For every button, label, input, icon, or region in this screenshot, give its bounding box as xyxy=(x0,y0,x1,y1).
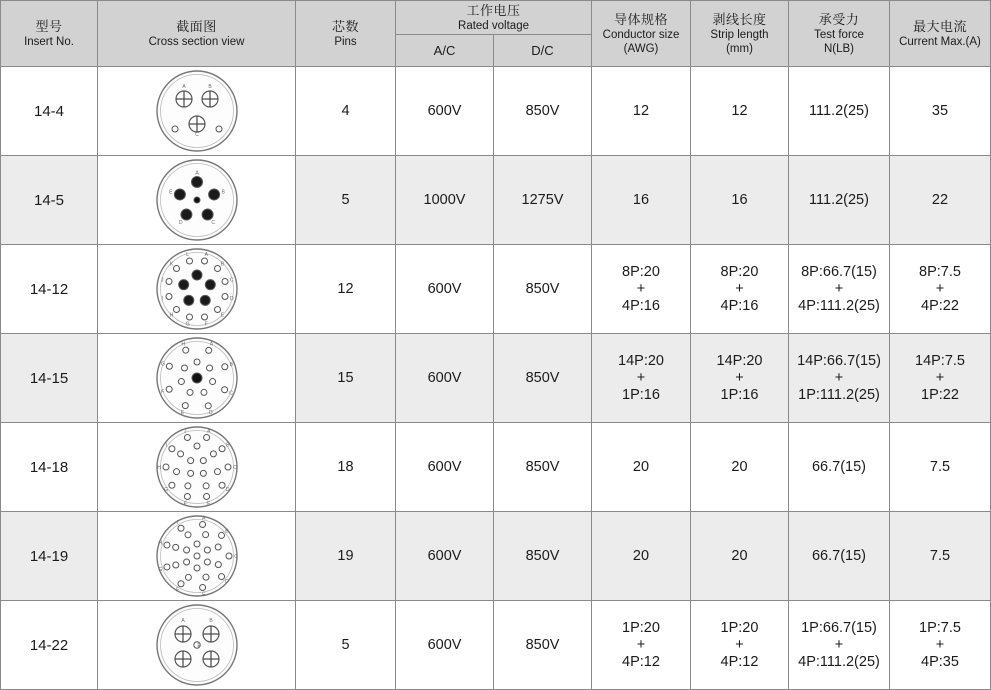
cell-test-force xyxy=(789,245,890,334)
cell-model: 14-12 xyxy=(1,245,98,334)
value-line: 20 xyxy=(731,547,748,564)
cross-section-diagram-big4 xyxy=(153,67,241,155)
cell-conductor-size xyxy=(592,512,691,601)
cell-model: 14-22 xyxy=(1,601,98,690)
cell-conductor-size xyxy=(592,334,691,423)
cell-conductor-size xyxy=(592,423,691,512)
cell-pins: 19 xyxy=(296,512,396,601)
table-row xyxy=(1,245,991,334)
value-line: 20 xyxy=(632,547,650,564)
svg-text:C: C xyxy=(194,132,199,138)
value-line: 8P:20 xyxy=(720,263,759,280)
value-line: 4P:16 xyxy=(622,297,660,314)
table-row xyxy=(1,512,991,601)
cell-strip-length xyxy=(691,601,789,690)
cell-current-max xyxy=(890,334,991,423)
value-line: + xyxy=(735,636,744,653)
cell-current-max xyxy=(890,67,991,156)
header-model: 型号 Insert No. xyxy=(1,1,98,67)
cell-dc-voltage: 850V xyxy=(494,67,592,156)
cell-current-max xyxy=(890,512,991,601)
value-line: + xyxy=(636,369,646,386)
svg-text:H: H xyxy=(156,464,161,471)
value-line: 4P:16 xyxy=(720,297,759,314)
value-line: 1P:7.5 xyxy=(919,619,961,636)
svg-text:A: A xyxy=(181,84,186,90)
value-line: 14P:20 xyxy=(618,352,664,369)
svg-text:A: A xyxy=(194,170,199,177)
cell-conductor-size xyxy=(592,67,691,156)
cell-ac-voltage: 600V xyxy=(396,423,494,512)
value-line: 20 xyxy=(731,458,748,475)
cell-model: 14-18 xyxy=(1,423,98,512)
svg-text:I: I xyxy=(176,520,178,527)
svg-text:E: E xyxy=(168,189,173,196)
svg-text:E: E xyxy=(180,409,184,416)
svg-text:H: H xyxy=(169,312,173,319)
svg-text:A: A xyxy=(180,618,185,624)
value-line: 1P:22 xyxy=(921,386,959,403)
svg-text:G: G xyxy=(160,361,165,368)
value-line: 14P:66.7(15) xyxy=(797,352,881,369)
cell-current-max xyxy=(890,156,991,245)
cell-ac-voltage: 600V xyxy=(396,601,494,690)
value-line: 14P:7.5 xyxy=(915,352,965,369)
svg-text:B: B xyxy=(224,528,229,535)
value-line: 7.5 xyxy=(929,458,951,475)
table-row xyxy=(1,67,991,156)
value-line: 1P:16 xyxy=(622,386,660,403)
value-line: + xyxy=(935,636,945,653)
svg-text:B: B xyxy=(220,261,224,268)
cell-strip-length xyxy=(691,245,789,334)
cell-ac-voltage: 600V xyxy=(396,245,494,334)
svg-text:B: B xyxy=(208,618,213,624)
value-line: 8P:7.5 xyxy=(919,263,961,280)
svg-text:B: B xyxy=(225,442,229,449)
svg-text:G: G xyxy=(163,487,168,494)
svg-text:E: E xyxy=(220,312,224,319)
table-header xyxy=(1,1,991,67)
cell-test-force xyxy=(789,67,890,156)
cell-strip-length xyxy=(691,156,789,245)
svg-text:G: G xyxy=(157,567,162,574)
cross-section-diagram-small18 xyxy=(153,423,241,511)
cell-dc-voltage: 850V xyxy=(494,334,592,423)
cell-pins: 12 xyxy=(296,245,396,334)
svg-text:I: I xyxy=(161,296,163,303)
cell-dc-voltage: 850V xyxy=(494,601,592,690)
cross-section-diagram-small19 xyxy=(153,512,241,600)
value-line: 4P:22 xyxy=(921,297,959,314)
value-line: 111.2(25) xyxy=(809,102,869,119)
svg-text:F: F xyxy=(175,587,179,594)
cell-pins: 5 xyxy=(296,156,396,245)
header-cross-section: 截面图 Cross section view xyxy=(98,1,296,67)
svg-text:E: E xyxy=(196,643,201,649)
svg-text:G: G xyxy=(185,321,190,328)
value-line: 66.7(15) xyxy=(811,458,866,475)
table-row xyxy=(1,423,991,512)
value-line: 4P:12 xyxy=(720,653,759,670)
header-dc: D/C xyxy=(494,35,592,67)
value-line: 16 xyxy=(632,191,650,208)
cell-current-max xyxy=(890,245,991,334)
value-line: 12 xyxy=(632,102,650,119)
value-line: 66.7(15) xyxy=(811,547,866,564)
cross-section-diagram-mixed12 xyxy=(153,245,241,333)
value-line: 7.5 xyxy=(929,547,951,564)
value-line: + xyxy=(834,636,844,653)
svg-text:K: K xyxy=(169,261,173,268)
svg-text:A: A xyxy=(209,341,213,348)
header-rated-voltage: 工作电压 Rated voltage xyxy=(396,1,592,35)
value-line: 20 xyxy=(632,458,650,475)
cell-model: 14-4 xyxy=(1,67,98,156)
cell-test-force xyxy=(789,601,890,690)
cell-strip-length xyxy=(691,67,789,156)
svg-text:J: J xyxy=(160,277,163,284)
value-line: 111.2(25) xyxy=(809,191,869,208)
svg-text:C: C xyxy=(229,277,234,284)
header-pins: 芯数 Pins xyxy=(296,1,396,67)
cell-strip-length xyxy=(691,423,789,512)
svg-text:D: D xyxy=(208,410,213,417)
header-ac: A/C xyxy=(396,35,494,67)
cell-current-max xyxy=(890,423,991,512)
cell-strip-length xyxy=(691,512,789,601)
header-current-max: 最大电流 Current Max.(A) xyxy=(890,1,991,67)
cell-conductor-size xyxy=(592,245,691,334)
cell-conductor-size xyxy=(592,601,691,690)
value-line: + xyxy=(636,280,646,297)
value-line: + xyxy=(935,369,945,386)
svg-text:C: C xyxy=(233,553,238,560)
cell-pins: 4 xyxy=(296,67,396,156)
svg-text:A: A xyxy=(201,515,205,522)
table-row xyxy=(1,156,991,245)
svg-text:H: H xyxy=(180,341,185,348)
cell-dc-voltage: 1275V xyxy=(494,156,592,245)
svg-text:J: J xyxy=(183,428,187,435)
svg-text:B: B xyxy=(207,84,212,90)
table-row xyxy=(1,601,991,690)
cell-cross-section xyxy=(98,334,296,423)
svg-text:D: D xyxy=(224,578,229,585)
cell-test-force xyxy=(789,334,890,423)
svg-text:D: D xyxy=(178,220,183,227)
cross-section-diagram-solid5 xyxy=(153,156,241,244)
cell-pins: 5 xyxy=(296,601,396,690)
table-row xyxy=(1,334,991,423)
value-line: + xyxy=(735,280,744,297)
svg-text:D: D xyxy=(229,296,234,303)
value-line: 12 xyxy=(731,102,748,119)
cell-pins: 18 xyxy=(296,423,396,512)
header-strip-length: 剥线长度 Strip length (mm) xyxy=(691,1,789,67)
value-line: 22 xyxy=(931,191,949,208)
value-line: 1P:111.2(25) xyxy=(798,386,880,403)
value-line: 16 xyxy=(731,191,748,208)
cell-cross-section xyxy=(98,245,296,334)
value-line: 4P:12 xyxy=(622,653,660,670)
cell-cross-section xyxy=(98,423,296,512)
cross-section-diagram-mixed15 xyxy=(153,334,241,422)
svg-text:E: E xyxy=(206,500,210,507)
value-line: + xyxy=(935,280,945,297)
svg-text:B: B xyxy=(220,189,225,196)
value-line: + xyxy=(636,636,646,653)
cell-dc-voltage: 850V xyxy=(494,423,592,512)
svg-text:F: F xyxy=(204,321,208,328)
svg-text:L: L xyxy=(185,252,189,259)
value-line: 4P:111.2(25) xyxy=(798,653,880,670)
cell-ac-voltage: 600V xyxy=(396,67,494,156)
svg-text:C: C xyxy=(228,390,233,397)
cell-cross-section xyxy=(98,512,296,601)
cell-model: 14-19 xyxy=(1,512,98,601)
cell-dc-voltage: 850V xyxy=(494,245,592,334)
cell-test-force xyxy=(789,423,890,512)
cell-cross-section xyxy=(98,156,296,245)
value-line: + xyxy=(834,280,844,297)
value-line: + xyxy=(834,369,844,386)
value-line: 1P:20 xyxy=(720,619,759,636)
header-test-force: 承受力 Test force N(LB) xyxy=(789,1,890,67)
cell-ac-voltage: 1000V xyxy=(396,156,494,245)
svg-text:D: D xyxy=(225,487,230,494)
cell-dc-voltage: 850V xyxy=(494,512,592,601)
svg-text:C: C xyxy=(232,464,237,471)
cell-ac-voltage: 600V xyxy=(396,512,494,601)
svg-text:F: F xyxy=(183,500,187,507)
header-conductor-size: 导体规格 Conductor size (AWG) xyxy=(592,1,691,67)
cell-strip-length xyxy=(691,334,789,423)
svg-text:C: C xyxy=(210,220,215,227)
svg-text:A: A xyxy=(204,252,208,259)
cell-test-force xyxy=(789,512,890,601)
svg-text:A: A xyxy=(206,428,210,435)
svg-text:E: E xyxy=(201,592,205,599)
svg-text:I: I xyxy=(165,442,167,449)
cell-ac-voltage: 600V xyxy=(396,334,494,423)
cell-current-max xyxy=(890,601,991,690)
cell-model: 14-15 xyxy=(1,334,98,423)
cell-conductor-size xyxy=(592,156,691,245)
cell-test-force xyxy=(789,156,890,245)
cell-cross-section xyxy=(98,67,296,156)
value-line: 8P:66.7(15) xyxy=(801,263,877,280)
cross-section-diagram-mixed22 xyxy=(153,601,241,689)
cell-model: 14-5 xyxy=(1,156,98,245)
value-line: 8P:20 xyxy=(622,263,660,280)
svg-text:F: F xyxy=(160,389,164,396)
value-line: 4P:35 xyxy=(921,653,959,670)
table-body xyxy=(1,67,991,690)
cell-cross-section xyxy=(98,601,296,690)
value-line: 1P:66.7(15) xyxy=(801,619,877,636)
value-line: 35 xyxy=(931,102,949,119)
value-line: 4P:111.2(25) xyxy=(798,297,880,314)
value-line: 1P:20 xyxy=(622,619,660,636)
value-line: 1P:16 xyxy=(720,386,759,403)
cell-pins: 15 xyxy=(296,334,396,423)
value-line: 14P:20 xyxy=(716,352,763,369)
svg-text:B: B xyxy=(229,361,233,368)
value-line: + xyxy=(735,369,744,386)
svg-text:H: H xyxy=(158,540,162,547)
